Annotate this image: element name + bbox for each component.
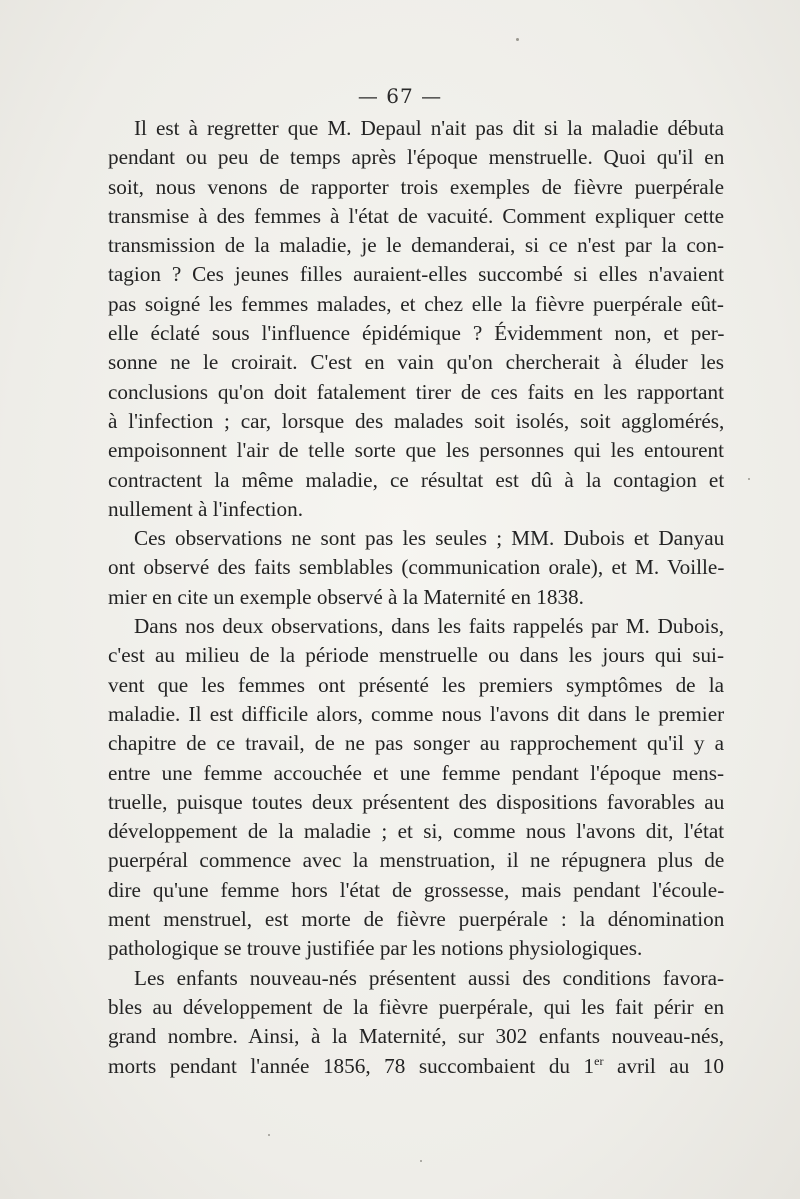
text-line-content: chapitre de ce travail, de ne pas songer au rapprochement qu'il y a	[108, 731, 724, 756]
text-line	[108, 173, 724, 202]
text-line	[108, 319, 724, 348]
text-line	[108, 641, 724, 670]
text-line	[108, 407, 724, 436]
paper-speck	[748, 478, 750, 480]
text-line-tail: avril au 10	[603, 1053, 724, 1078]
text-line-content: contractent la même maladie, ce résultat est dû à la contagion et	[108, 467, 725, 492]
text-line	[108, 524, 724, 553]
page-number: — 67 —	[357, 84, 443, 108]
text-line	[108, 348, 724, 377]
text-line	[108, 788, 724, 817]
text-line	[108, 583, 724, 612]
text-line-content: bles au développement de la fièvre puerpérale, qui les fait périr en	[108, 994, 725, 1019]
paper-speck	[268, 1134, 270, 1136]
text-line-content: Les enfants nouveau-nés présentent aussi des conditions favora-	[134, 965, 725, 990]
text-line-content: mier en cite un exemple observé à la Maternité en 1838.	[108, 584, 584, 609]
body-text	[108, 114, 724, 1081]
text-line-content: pendant ou peu de temps après l'époque menstruelle. Quoi qu'il en	[108, 145, 725, 170]
text-line-content: pas soigné les femmes malades, et chez elle la fièvre puerpérale eût-	[108, 291, 724, 316]
text-line	[108, 671, 724, 700]
superscript: er	[594, 1053, 604, 1068]
text-line	[108, 114, 724, 143]
text-line-content: ont observé des faits semblables (communication orale), et M. Voille-	[108, 555, 725, 580]
text-line-content: ment menstruel, est morte de fièvre puerpérale : la dénomination	[108, 907, 725, 932]
text-line-content: Dans nos deux observations, dans les faits rappelés par M. Dubois,	[134, 614, 724, 639]
text-line	[108, 612, 724, 641]
text-line	[108, 143, 724, 172]
text-line	[108, 1052, 724, 1081]
text-line-content: puerpéral commence avec la menstruation, il ne répugnera plus de	[108, 848, 725, 873]
text-line	[108, 846, 724, 875]
text-line	[108, 1022, 724, 1051]
text-line	[108, 378, 724, 407]
text-line-content: empoisonnent l'air de telle sorte que les personnes qui les entourent	[108, 438, 725, 463]
text-line	[108, 876, 724, 905]
text-line-content: Ces observations ne sont pas les seules ; MM. Dubois et Danyau	[134, 526, 725, 551]
text-line	[108, 905, 724, 934]
text-line-content: grand nombre. Ainsi, à la Maternité, sur 302 enfants nouveau-nés,	[108, 1024, 724, 1049]
text-line	[108, 436, 724, 465]
text-line-content: elle éclaté sous l'influence épidémique ? Évidemment non, et per-	[108, 321, 725, 346]
text-line-content: transmise à des femmes à l'état de vacuité. Comment expliquer cette	[108, 203, 724, 228]
text-line-content: soit, nous venons de rapporter trois exemples de fièvre puerpérale	[108, 174, 724, 199]
text-line-content: sonne ne le croirait. C'est en vain qu'on chercherait à éluder les	[108, 350, 724, 375]
text-line	[108, 964, 724, 993]
text-line-content: conclusions qu'on doit fatalement tirer de ces faits en les rapportant	[108, 379, 724, 404]
text-line-content: transmission de la maladie, je le demanderai, si ce n'est par la con-	[108, 233, 724, 258]
text-line	[108, 817, 724, 846]
text-line-content: entre une femme accouchée et une femme pendant l'époque mens-	[108, 760, 725, 785]
text-line-content: vent que les femmes ont présenté les premiers symptômes de la	[108, 672, 724, 697]
text-line-content: morts pendant l'année 1856, 78 succombaient du 1	[108, 1053, 595, 1078]
text-line	[108, 231, 724, 260]
text-line	[108, 290, 724, 319]
text-line	[108, 495, 724, 524]
text-line	[108, 934, 724, 963]
text-line-content: dire qu'une femme hors l'état de grossesse, mais pendant l'écoule-	[108, 877, 725, 902]
text-line-content: nullement à l'infection.	[108, 496, 304, 521]
paper-speck	[516, 38, 519, 41]
text-line-content: à l'infection ; car, lorsque des malades soit isolés, soit agglomérés,	[108, 408, 725, 433]
text-line-content: truelle, puisque toutes deux présentent des dispositions favorables au	[108, 789, 725, 814]
text-line	[108, 202, 724, 231]
text-line	[108, 993, 724, 1022]
text-line	[108, 466, 724, 495]
text-line	[108, 553, 724, 582]
text-line	[108, 729, 724, 758]
text-line-content: développement de la maladie ; et si, comme nous l'avons dit, l'état	[108, 819, 725, 844]
text-line	[108, 759, 724, 788]
text-line-content: maladie. Il est difficile alors, comme nous l'avons dit dans le premier	[108, 701, 725, 726]
text-line	[108, 260, 724, 289]
text-line-content: Il est à regretter que M. Depaul n'ait pas dit si la maladie débuta	[134, 116, 724, 140]
text-line-content: c'est au milieu de la période menstruelle ou dans les jours qui sui-	[108, 643, 724, 668]
text-line-content: tagion ? Ces jeunes filles auraient-elles succombé si elles n'avaient	[108, 262, 724, 287]
paper-speck	[420, 1160, 422, 1162]
text-line	[108, 700, 724, 729]
text-line-content: pathologique se trouve justifiée par les notions physiologiques.	[108, 936, 643, 961]
